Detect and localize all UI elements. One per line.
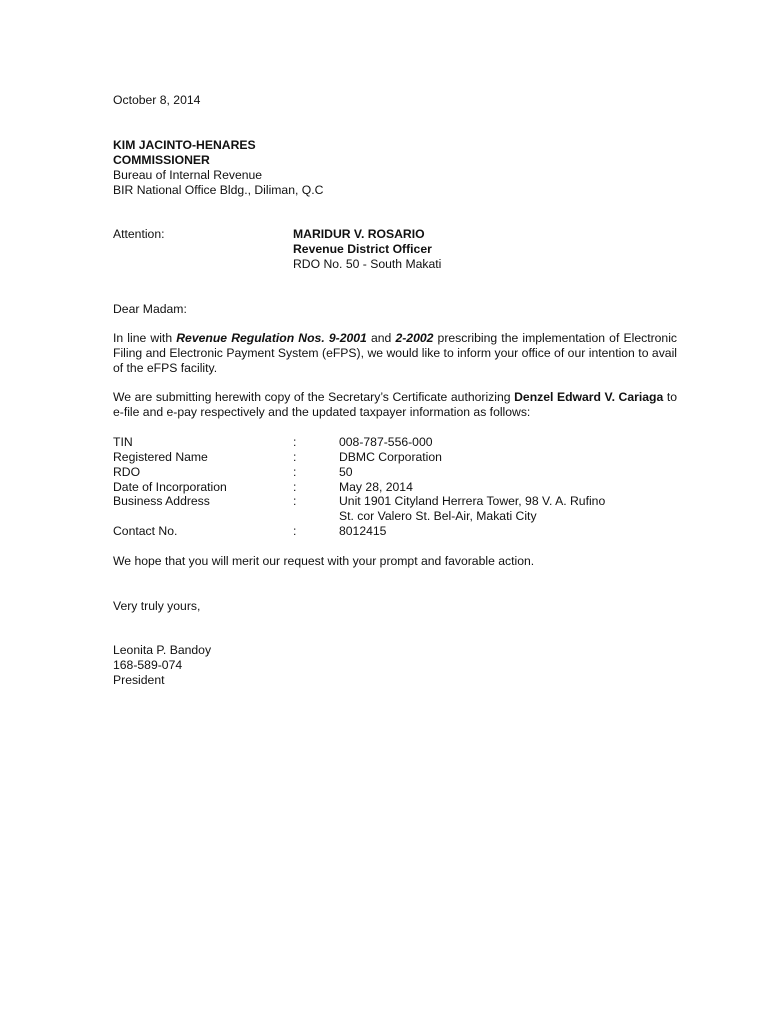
info-label: Date of Incorporation xyxy=(113,480,227,494)
recipient-block xyxy=(113,138,323,198)
info-value: St. cor Valero St. Bel-Air, Makati City xyxy=(339,509,537,523)
info-separator: : xyxy=(293,494,297,508)
info-value: Unit 1901 Cityland Herrera Tower, 98 V. A. Rufino xyxy=(339,494,606,508)
attention-name: MARIDUR V. ROSARIO xyxy=(293,227,425,241)
attention-block xyxy=(293,227,441,272)
info-label: Registered Name xyxy=(113,450,208,464)
paragraph-1-text-c: prescribing the implementation of Electronic Filing and Electronic Payment System (eFPS), we would like to inform your office of our intention to avail of the eFPS facility. xyxy=(113,331,678,375)
paragraph-1 xyxy=(113,331,677,376)
info-value: 008-787-556-000 xyxy=(339,435,433,449)
info-label: TIN xyxy=(113,435,133,449)
complimentary-close: Very truly yours, xyxy=(113,599,201,613)
info-value: 50 xyxy=(339,465,353,479)
info-value: DBMC Corporation xyxy=(339,450,442,464)
info-separator: : xyxy=(293,524,297,538)
info-label: Business Address xyxy=(113,494,210,508)
attention-label: Attention: xyxy=(113,227,165,241)
signatory-tin: 168-589-074 xyxy=(113,658,183,672)
signatory-name: Leonita P. Bandoy xyxy=(113,643,212,657)
paragraph-1-text-b: and xyxy=(366,331,396,345)
recipient-org: Bureau of Internal Revenue xyxy=(113,168,263,182)
attention-office: RDO No. 50 - South Makati xyxy=(293,257,442,271)
info-value: 8012415 xyxy=(339,524,387,538)
paragraph-2-text-a: We are submitting herewith copy of the Secretary’s Certificate authorizing xyxy=(113,390,515,404)
authorized-person: Denzel Edward V. Cariaga xyxy=(514,390,664,404)
info-separator: : xyxy=(293,480,297,494)
signature-block xyxy=(113,643,211,688)
info-value: May 28, 2014 xyxy=(339,480,413,494)
recipient-name: KIM JACINTO-HENARES xyxy=(113,138,256,152)
info-separator: : xyxy=(293,450,297,464)
salutation: Dear Madam: xyxy=(113,302,187,316)
regulation-ref-1: Revenue Regulation Nos. 9-2001 xyxy=(176,331,367,345)
paragraph-1-text-a: In line with xyxy=(113,331,177,345)
info-separator: : xyxy=(293,435,297,449)
closing-paragraph: We hope that you will merit our request with your prompt and favorable action. xyxy=(113,554,535,568)
info-separator: : xyxy=(293,465,297,479)
signatory-title: President xyxy=(113,673,165,687)
info-label: Contact No. xyxy=(113,524,178,538)
attention-title: Revenue District Officer xyxy=(293,242,432,256)
recipient-address: BIR National Office Bldg., Diliman, Q.C xyxy=(113,183,324,197)
paragraph-2 xyxy=(113,390,677,420)
letter-date: October 8, 2014 xyxy=(113,93,201,107)
info-label: RDO xyxy=(113,465,141,479)
regulation-ref-2: 2-2002 xyxy=(395,331,434,345)
recipient-title: COMMISSIONER xyxy=(113,153,210,167)
paragraph-2-text-b: to e-file and e-pay respectively and the updated taxpayer information as follows: xyxy=(113,390,677,419)
